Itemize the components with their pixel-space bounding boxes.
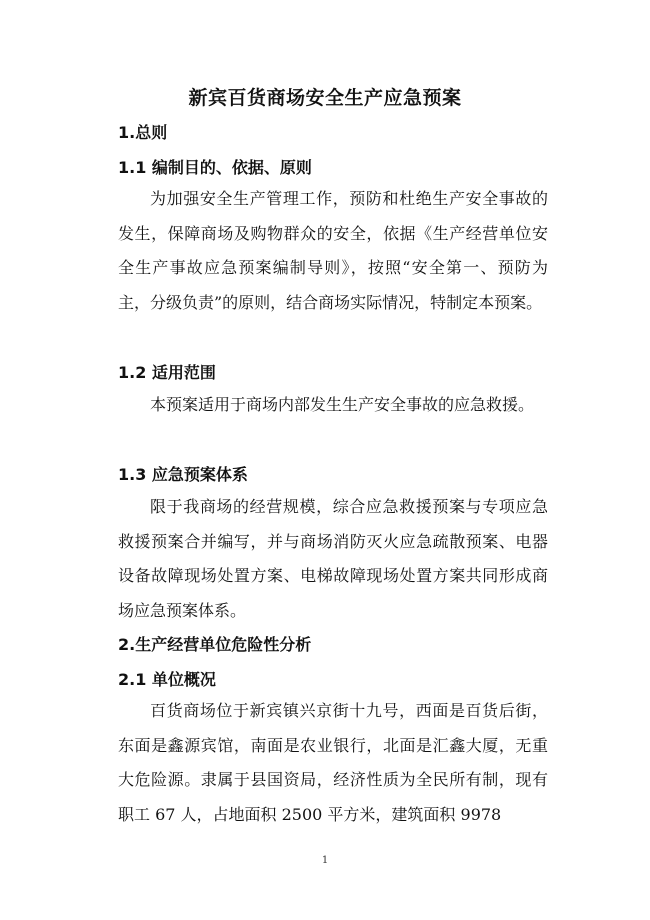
heading-1-3: 1.3 应急预案体系 [118, 465, 248, 484]
heading-1-1: 1.1 编制目的、依据、原则 [118, 158, 312, 177]
page-number: 1 [321, 855, 329, 866]
heading-1: 1.总则 [118, 123, 168, 142]
paragraph-1-1: 为加强安全生产管理工作，预防和杜绝生产安全事故的发生，保障商场及购物群众的安全，依据《生产经营单位安全生产事故应急预案编制导则》，按照“安全第一、预防为主，分级负责”的原则，结合商场实际情况，特制定本预案。 [118, 189, 548, 312]
document-title: 新宾百货商场安全生产应急预案 [188, 87, 462, 109]
heading-2: 2.生产经营单位危险性分析 [118, 635, 312, 654]
heading-1-2: 1.2 适用范围 [118, 363, 216, 382]
paragraph-2-1: 百货商场位于新宾镇兴京街十九号，西面是百货后街，东面是鑫源宾馆，南面是农业银行，北面是汇鑫大厦，无重大危险源。隶属于县国资局，经济性质为全民所有制，现有职工 67 人，占地面积 2500 平方米，建筑面积 9978 [118, 701, 548, 824]
paragraph-1-2: 本预案适用于商场内部发生生产安全事故的应急救援。 [150, 395, 535, 414]
heading-2-1: 2.1 单位概况 [118, 670, 216, 689]
paragraph-1-3: 限于我商场的经营规模，综合应急救援预案与专项应急救援预案合并编写，并与商场消防灭火应急疏散预案、电器设备故障现场处置方案、电梯故障现场处置方案共同形成商场应急预案体系。 [118, 497, 548, 620]
